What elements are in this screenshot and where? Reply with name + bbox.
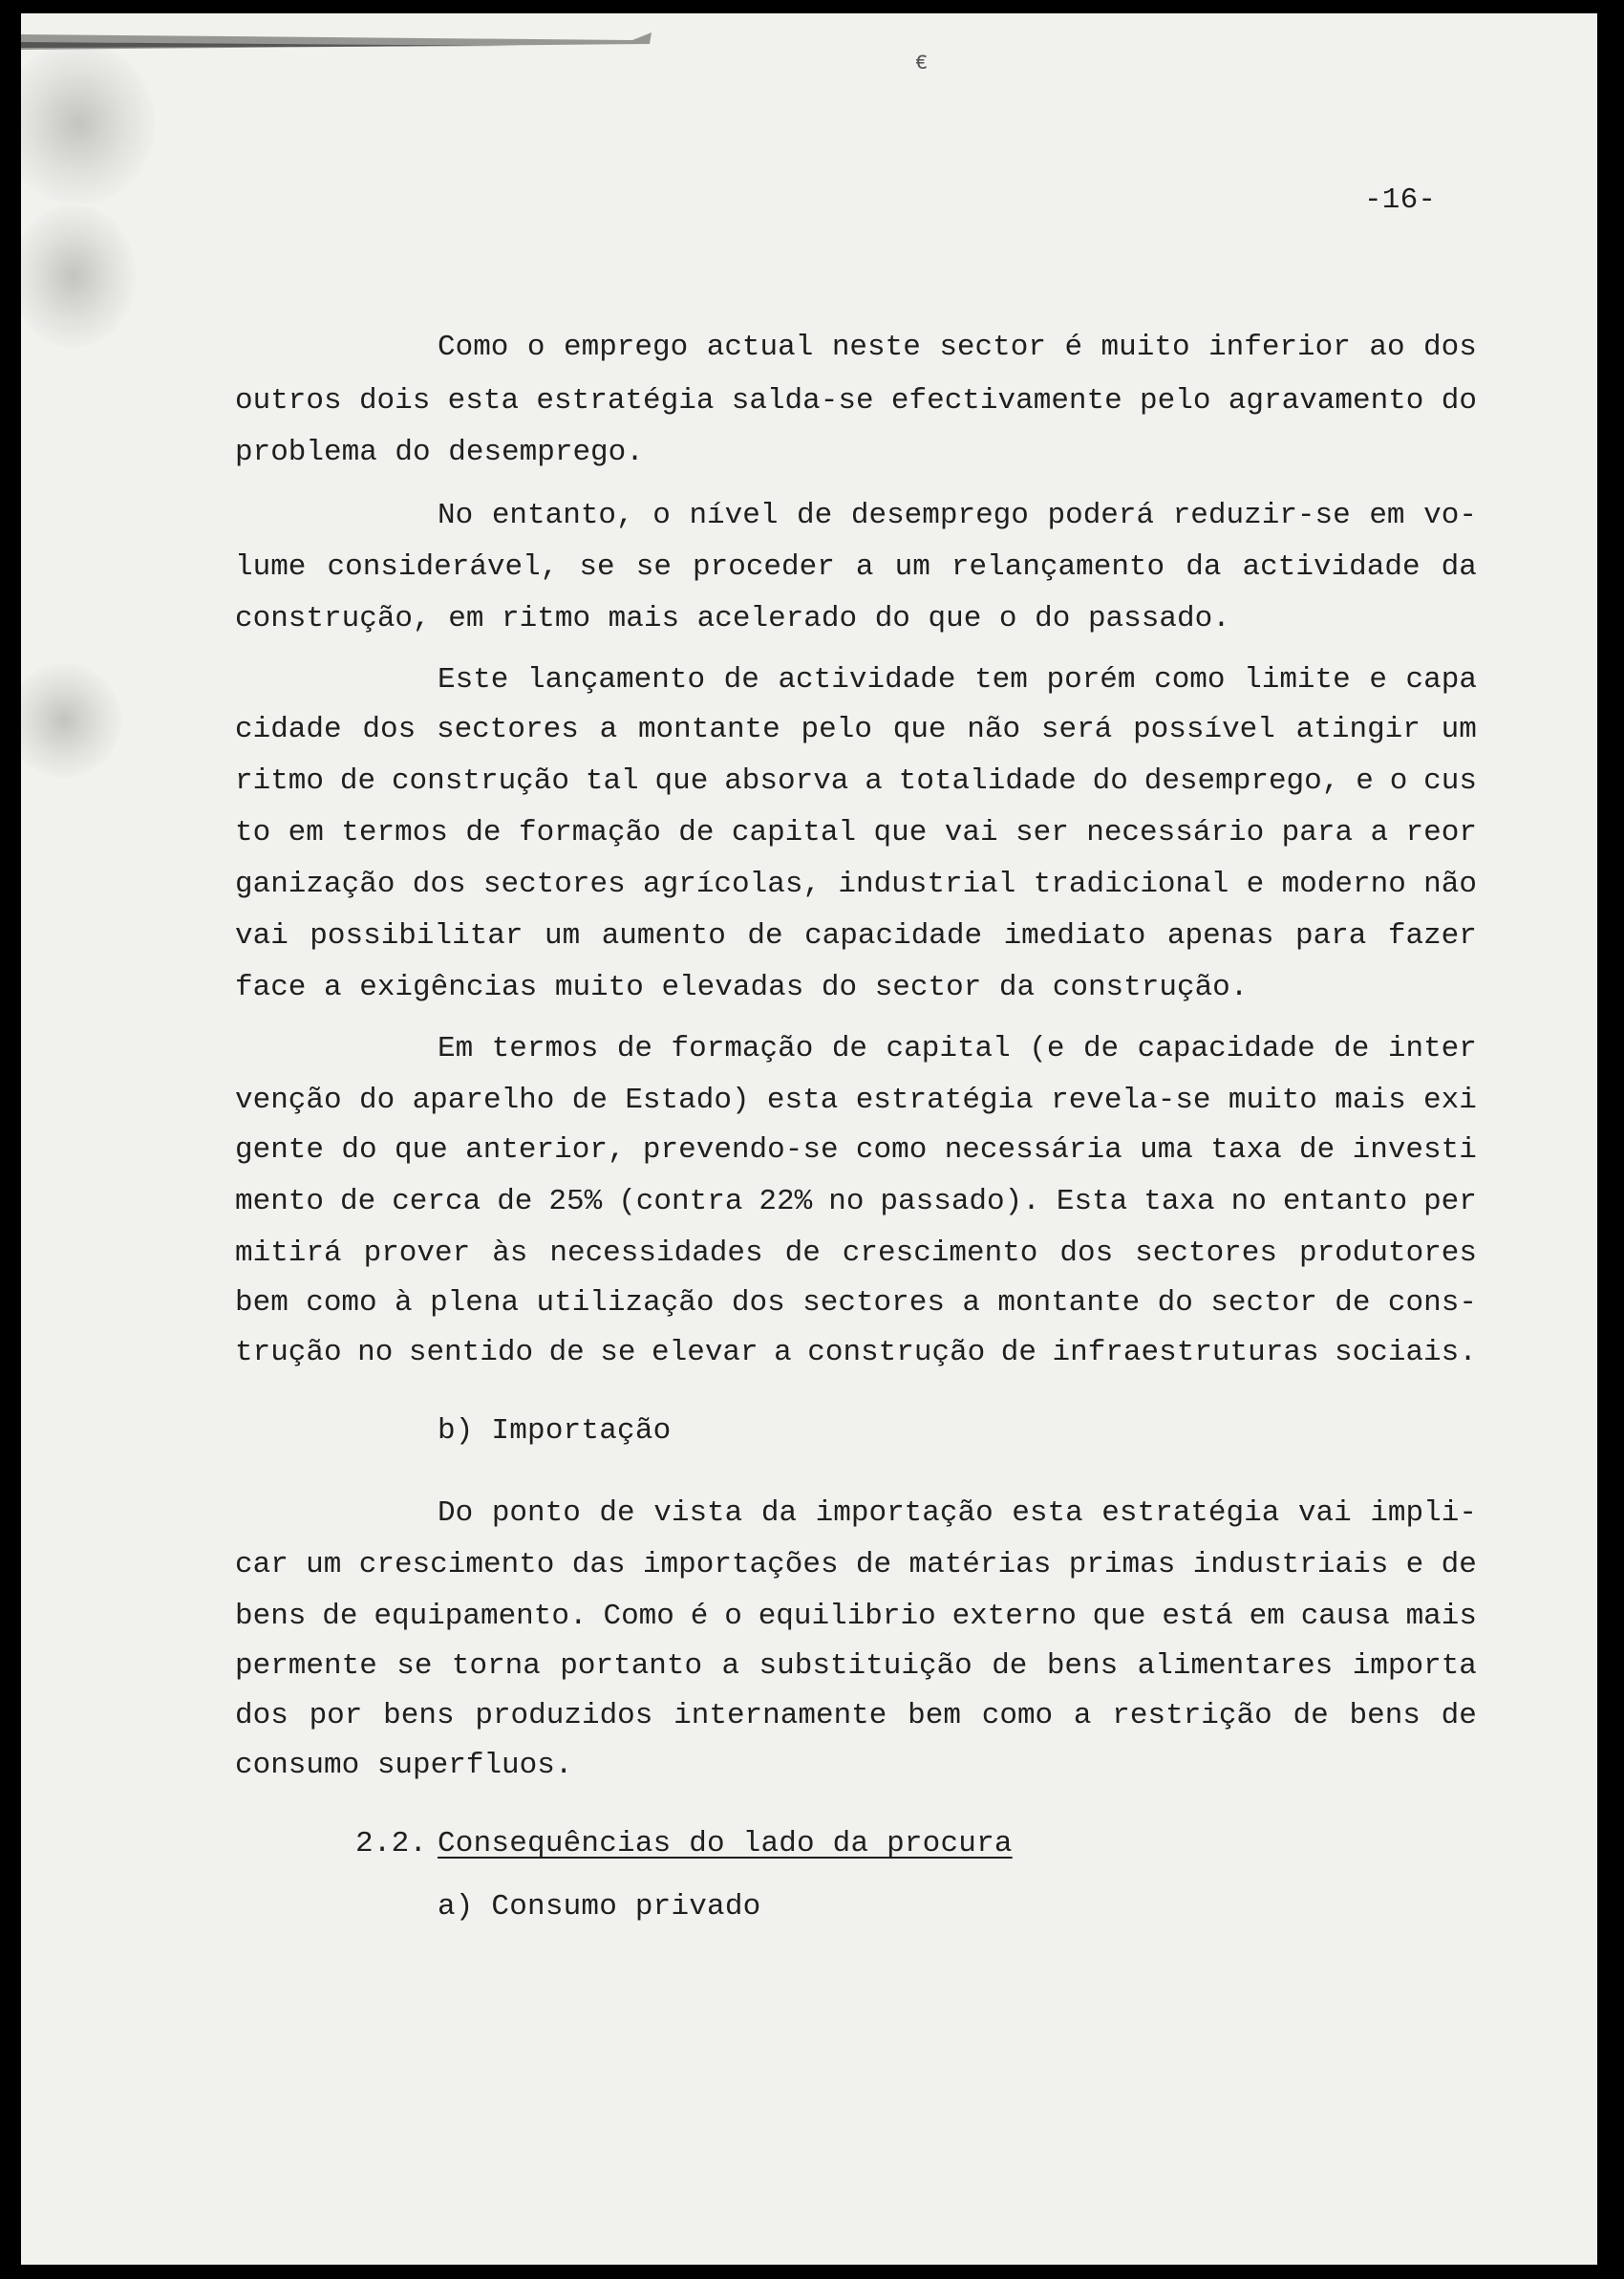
- word: em: [288, 816, 324, 849]
- word: do: [1092, 764, 1128, 798]
- text-line: face a exigências muito elevadas do sector da construção.: [235, 971, 1249, 1004]
- word: o: [652, 499, 671, 532]
- word: por: [309, 1699, 363, 1732]
- word: de: [723, 663, 759, 697]
- word: produtores: [1298, 1236, 1477, 1270]
- word: o: [724, 1600, 742, 1633]
- word: dos: [731, 1286, 785, 1320]
- word: vo-: [1423, 499, 1477, 532]
- word: de: [497, 1185, 533, 1218]
- word: taxa: [1143, 1185, 1215, 1218]
- word: bens: [1349, 1699, 1421, 1732]
- word: do: [1441, 384, 1477, 418]
- word: permente: [235, 1649, 377, 1683]
- word: a: [865, 764, 883, 798]
- typewritten-page: [21, 13, 1597, 2265]
- top-mark: €: [915, 52, 929, 75]
- word: Como: [603, 1600, 674, 1633]
- word: sector: [1210, 1286, 1317, 1320]
- word: não: [1423, 868, 1477, 901]
- word: neste: [831, 331, 921, 364]
- word: esta: [1012, 1496, 1083, 1530]
- word: cerca: [392, 1185, 481, 1218]
- word: nível: [689, 499, 779, 532]
- word: se: [579, 550, 615, 584]
- word: totalidade: [898, 764, 1077, 798]
- word: de: [992, 1649, 1028, 1683]
- word: actividade: [778, 663, 956, 697]
- word: para: [1281, 816, 1354, 849]
- word: considerável,: [327, 550, 559, 584]
- word: de: [465, 816, 502, 849]
- word: Este: [438, 663, 509, 697]
- word: per: [1423, 1185, 1477, 1218]
- word: da: [1186, 550, 1222, 584]
- word: de: [678, 816, 715, 849]
- word: reor: [1405, 816, 1477, 849]
- text-line: problema do desemprego.: [235, 436, 644, 469]
- word: como: [981, 1699, 1054, 1732]
- word: reduzir-se: [1172, 499, 1351, 532]
- word: importação: [815, 1496, 994, 1530]
- word: em: [1249, 1600, 1285, 1633]
- word: é: [1064, 331, 1083, 364]
- word: entanto: [1282, 1185, 1408, 1218]
- word: a: [721, 1649, 740, 1683]
- word: infraestruturas: [1052, 1336, 1319, 1369]
- section-title: Consequências do lado da procura: [438, 1827, 1013, 1860]
- word: formação: [671, 1032, 814, 1065]
- word: prover: [363, 1236, 471, 1270]
- word: necessário: [1086, 816, 1265, 849]
- word: dos: [362, 713, 417, 746]
- word: (e: [1029, 1032, 1065, 1065]
- word: gente: [235, 1133, 325, 1167]
- word: agravamento: [1228, 384, 1424, 418]
- text-line: [235, 1600, 1477, 1633]
- word: portanto: [560, 1649, 703, 1683]
- word: que: [873, 816, 928, 849]
- word: aparelho: [412, 1084, 555, 1117]
- word: de: [339, 764, 376, 798]
- word: relançamento: [951, 550, 1165, 584]
- word: tal: [585, 764, 639, 798]
- word: actividade: [1242, 550, 1421, 584]
- word: estratégia: [536, 384, 715, 418]
- word: dos: [412, 868, 466, 901]
- word: de: [599, 1496, 635, 1530]
- word: moderno: [1281, 868, 1406, 901]
- word: proceder: [693, 550, 835, 584]
- word: elevar: [652, 1336, 759, 1369]
- subheading-importacao: b) Importação: [438, 1414, 672, 1448]
- word: de: [1334, 1032, 1370, 1065]
- word: termos: [341, 816, 448, 849]
- word: causa: [1300, 1600, 1390, 1633]
- word: porém: [1046, 663, 1136, 697]
- word: mais: [1405, 1600, 1477, 1633]
- section-number: 2.2.: [355, 1827, 428, 1860]
- scan-smudge: [21, 42, 155, 204]
- word: impli-: [1370, 1496, 1477, 1530]
- text-line: [235, 1133, 1477, 1167]
- word: industrial: [838, 868, 1016, 901]
- word: utilização: [536, 1286, 715, 1320]
- word: to: [235, 816, 271, 849]
- word: construção: [391, 764, 569, 798]
- word: de: [1082, 1032, 1120, 1065]
- word: sectores: [1135, 1236, 1277, 1270]
- word: alimentares: [1137, 1649, 1334, 1683]
- word: pelo: [801, 713, 872, 746]
- word: prevendo-se: [642, 1133, 839, 1167]
- word: é: [690, 1600, 709, 1633]
- word: investi: [1352, 1133, 1477, 1167]
- word: trução: [235, 1336, 342, 1369]
- word: do: [341, 1133, 377, 1167]
- word: como: [855, 1133, 928, 1167]
- word: inter: [1387, 1032, 1477, 1065]
- word: de: [322, 1600, 358, 1633]
- word: tradicional: [1033, 868, 1229, 901]
- word: que: [394, 1133, 448, 1167]
- word: do: [1157, 1286, 1193, 1320]
- word: outros: [235, 384, 342, 418]
- word: car: [235, 1548, 288, 1581]
- word: e: [1356, 764, 1374, 798]
- word: desemprego: [850, 499, 1029, 532]
- word: montante: [637, 713, 780, 746]
- word: atingir: [1295, 713, 1421, 746]
- word: sector: [939, 331, 1046, 364]
- word: mitirá: [235, 1236, 342, 1270]
- word: capacidade: [1137, 1032, 1315, 1065]
- word: inferior: [1208, 331, 1351, 364]
- word: sociais.: [1335, 1336, 1477, 1369]
- word: emprego: [564, 331, 689, 364]
- text-line: [235, 1699, 1477, 1732]
- word: e: [1246, 868, 1265, 901]
- text-line: [438, 499, 1477, 532]
- word: agrícolas,: [643, 868, 822, 901]
- word: de: [1293, 1699, 1329, 1732]
- word: de: [340, 1185, 376, 1218]
- word: anterior,: [465, 1133, 626, 1167]
- word: 25%: [548, 1185, 603, 1218]
- word: limite: [1244, 663, 1351, 697]
- word: ser: [1015, 816, 1069, 849]
- word: vai: [944, 816, 998, 849]
- word: cons-: [1387, 1286, 1477, 1320]
- text-line: [235, 1236, 1477, 1270]
- word: como: [1154, 663, 1226, 697]
- word: sectores: [482, 868, 626, 901]
- word: passado).: [880, 1185, 1040, 1218]
- word: ponto: [491, 1496, 581, 1530]
- word: de: [571, 1084, 608, 1117]
- word: de: [616, 1032, 653, 1065]
- word: torna: [451, 1649, 541, 1683]
- text-line: [235, 816, 1477, 849]
- word: fazer: [1387, 919, 1477, 953]
- word: Como: [438, 331, 509, 364]
- word: mais: [1335, 1084, 1406, 1117]
- word: salda-se: [731, 384, 874, 418]
- text-line: [235, 764, 1477, 798]
- word: entanto,: [491, 499, 634, 532]
- word: industriais: [1192, 1548, 1389, 1581]
- word: cidade: [235, 713, 342, 746]
- word: ao: [1369, 331, 1405, 364]
- scan-smudge: [21, 663, 121, 778]
- word: externo: [951, 1600, 1077, 1633]
- text-line: [438, 1032, 1477, 1065]
- word: às: [492, 1236, 528, 1270]
- word: da: [760, 1496, 798, 1530]
- word: de: [784, 1236, 821, 1270]
- word: 22%: [759, 1185, 813, 1218]
- word: no: [357, 1336, 394, 1369]
- word: de: [548, 1336, 585, 1369]
- word: termos: [491, 1032, 599, 1065]
- word: um: [306, 1548, 342, 1581]
- word: substituição: [759, 1649, 972, 1683]
- word: internamente: [673, 1699, 887, 1732]
- word: de: [1335, 1286, 1371, 1320]
- scan-smudge: [21, 204, 136, 348]
- word: para: [1294, 919, 1367, 953]
- word: uma: [1140, 1133, 1193, 1167]
- word: possibilitar: [310, 919, 524, 953]
- word: que: [1092, 1600, 1146, 1633]
- word: que: [654, 764, 709, 798]
- word: equilibrio: [758, 1600, 936, 1633]
- word: lume: [235, 550, 307, 584]
- word: de: [1299, 1133, 1336, 1167]
- word: montante: [997, 1286, 1141, 1320]
- text-line: [235, 1336, 1477, 1369]
- text-line: consumo superfluos.: [235, 1749, 573, 1782]
- word: importa: [1352, 1649, 1477, 1683]
- word: crescimento: [842, 1236, 1038, 1270]
- word: necessidades: [549, 1236, 763, 1270]
- text-line: [235, 1649, 1477, 1683]
- word: um: [1441, 713, 1477, 746]
- word: efectivamente: [890, 384, 1122, 418]
- word: de: [1441, 1699, 1477, 1732]
- text-line: [235, 713, 1477, 746]
- word: à: [395, 1286, 413, 1320]
- word: capacidade: [804, 919, 983, 953]
- word: mento: [235, 1185, 325, 1218]
- word: capital: [886, 1032, 1011, 1065]
- word: um: [894, 550, 930, 584]
- word: se: [600, 1336, 636, 1369]
- word: no: [1230, 1185, 1267, 1218]
- word: se: [635, 550, 672, 584]
- word: dos: [235, 1699, 288, 1732]
- word: tem: [974, 663, 1028, 697]
- word: Estado): [625, 1084, 750, 1117]
- word: matérias: [908, 1548, 1052, 1581]
- word: da: [1441, 550, 1477, 584]
- word: no: [828, 1185, 865, 1218]
- word: bens: [383, 1699, 455, 1732]
- text-line: construção, em ritmo mais acelerado do que o do passado.: [235, 602, 1230, 635]
- word: ritmo: [235, 764, 325, 798]
- word: capital: [731, 816, 857, 849]
- word: produzidos: [475, 1699, 653, 1732]
- text-line: [438, 331, 1477, 364]
- word: absorva: [724, 764, 849, 798]
- word: de: [747, 919, 783, 953]
- word: a: [962, 1286, 980, 1320]
- word: dos: [1423, 331, 1477, 364]
- text-line: [235, 550, 1477, 584]
- word: sectores: [802, 1286, 945, 1320]
- word: dois: [358, 384, 431, 418]
- word: vai: [235, 919, 288, 953]
- word: restrição: [1112, 1699, 1272, 1732]
- word: das: [571, 1548, 626, 1581]
- word: a: [599, 713, 618, 746]
- word: bem: [908, 1699, 961, 1732]
- text-line: [235, 1286, 1477, 1320]
- word: que: [892, 713, 947, 746]
- word: sectores: [436, 713, 579, 746]
- word: de: [855, 1548, 892, 1581]
- word: um: [545, 919, 581, 953]
- word: será: [1040, 713, 1113, 746]
- word: a: [1073, 1699, 1092, 1732]
- word: No: [438, 499, 474, 532]
- text-line: [235, 868, 1477, 901]
- word: bens: [235, 1600, 307, 1633]
- word: vista: [653, 1496, 743, 1530]
- word: apenas: [1166, 919, 1274, 953]
- word: venção: [235, 1084, 342, 1117]
- word: imediato: [1003, 919, 1146, 953]
- word: esta: [447, 384, 520, 418]
- word: a: [1370, 816, 1389, 849]
- word: importações: [642, 1548, 839, 1581]
- word: taxa: [1210, 1133, 1282, 1167]
- word: Do: [438, 1496, 474, 1530]
- word: revela-se: [1051, 1084, 1211, 1117]
- word: aumento: [601, 919, 726, 953]
- word: Em: [438, 1032, 474, 1065]
- word: de: [1441, 1548, 1477, 1581]
- word: a: [855, 550, 874, 584]
- word: se: [396, 1649, 433, 1683]
- word: construção: [807, 1336, 986, 1369]
- word: como: [306, 1286, 377, 1320]
- word: capa: [1405, 663, 1477, 697]
- word: cus: [1423, 764, 1477, 798]
- word: de: [831, 1032, 868, 1065]
- word: dos: [1059, 1236, 1114, 1270]
- text-line: [235, 1185, 1477, 1218]
- word: o: [1389, 764, 1408, 798]
- word: e: [1405, 1548, 1424, 1581]
- word: em: [1369, 499, 1405, 532]
- word: ganização: [235, 868, 395, 901]
- word: a: [774, 1336, 792, 1369]
- word: muito: [1100, 331, 1190, 364]
- word: sentido: [408, 1336, 534, 1369]
- word: equipamento.: [374, 1600, 588, 1633]
- word: possível: [1133, 713, 1275, 746]
- word: não: [967, 713, 1021, 746]
- word: actual: [706, 331, 814, 364]
- text-line: [235, 1084, 1477, 1117]
- word: de: [797, 499, 833, 532]
- word: e: [1369, 663, 1387, 697]
- word: estratégia: [1101, 1496, 1280, 1530]
- word: esta: [766, 1084, 839, 1117]
- text-line: [438, 1496, 1477, 1530]
- scan-streak: [21, 27, 652, 52]
- word: plena: [430, 1286, 520, 1320]
- page-number: -16-: [1364, 183, 1437, 217]
- text-line: [235, 1548, 1477, 1581]
- word: necessária: [944, 1133, 1122, 1167]
- word: vai: [1297, 1496, 1352, 1530]
- word: o: [526, 331, 545, 364]
- word: pelo: [1140, 384, 1211, 418]
- word: de: [1000, 1336, 1036, 1369]
- word: bens: [1046, 1649, 1119, 1683]
- text-line: [235, 384, 1477, 418]
- text-line: [438, 663, 1477, 697]
- word: crescimento: [358, 1548, 555, 1581]
- word: estratégia: [855, 1084, 1034, 1117]
- word: lançamento: [527, 663, 706, 697]
- word: exi: [1423, 1084, 1477, 1117]
- text-line: [235, 919, 1477, 953]
- word: (contra: [618, 1185, 743, 1218]
- word: formação: [518, 816, 661, 849]
- word: Esta: [1056, 1185, 1128, 1218]
- word: poderá: [1047, 499, 1155, 532]
- word: muito: [1228, 1084, 1317, 1117]
- word: bem: [235, 1286, 288, 1320]
- word: está: [1162, 1600, 1233, 1633]
- word: desemprego,: [1143, 764, 1340, 798]
- word: primas: [1068, 1548, 1176, 1581]
- word: do: [358, 1084, 395, 1117]
- subheading-consumo-privado: a) Consumo privado: [438, 1890, 761, 1924]
